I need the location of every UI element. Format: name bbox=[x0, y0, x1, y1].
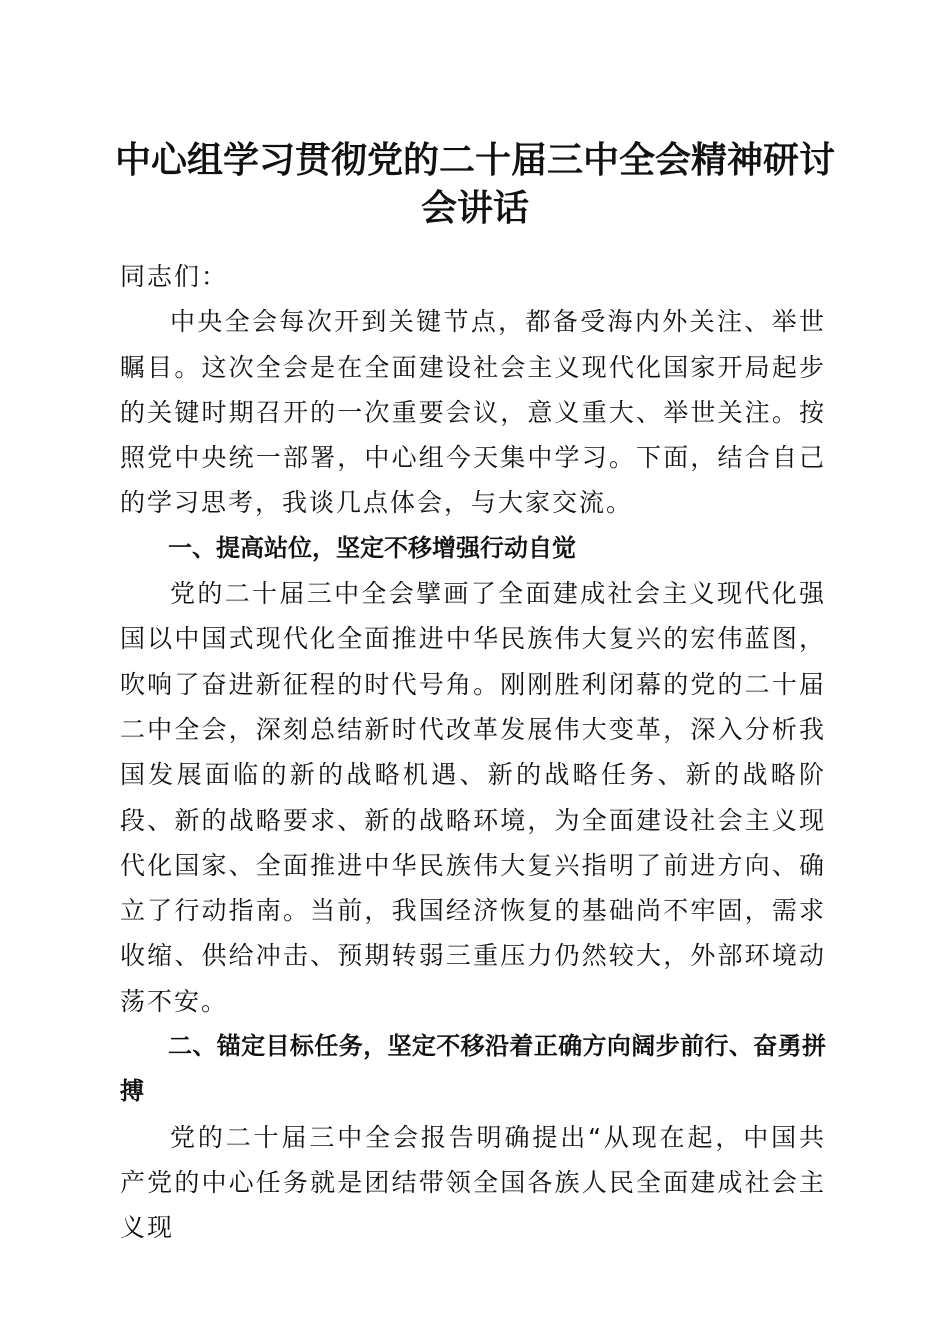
document-body bbox=[120, 254, 826, 1251]
section-heading-1: 一、提高站位，坚定不移增强行动自觉 bbox=[168, 533, 576, 562]
paragraph-intro: 中央全会每次开到关键节点，都备受海内外关注、举世瞩目。这次全会是在全面建设社会主义现代化国家开局起步的关键时期召开的一次重要会议，意义重大、举世关注。按照党中央统一部署，中心组今天集中学习。下面，结合自己的学习思考，我谈几点体会，与大家交流。 bbox=[120, 307, 826, 518]
section-heading-2: 二、锚定目标任务，坚定不移沿着正确方向阔步前行、奋勇拼搏 bbox=[120, 1032, 826, 1106]
paragraph-section-2: 党的二十届三中全会报告明确提出“从现在起，中国共产党的中心任务就是团结带领全国各族人民全面建成社会主义现 bbox=[120, 1122, 826, 1243]
paragraph-section-1: 党的二十届三中全会擘画了全面建成社会主义现代化强国以中国式现代化全面推进中华民族伟大复兴的宏伟蓝图，吹响了奋进新征程的时代号角。刚刚胜利闭幕的党的二十届二中全会，深刻总结新时代改革发展伟大变革，深入分析我国发展面临的新的战略机遇、新的战略任务、新的战略阶段、新的战略要求、新的战略环境，为全面建设社会主义现代化国家、全面推进中华民族伟大复兴指明了前进方向、确立了行动指南。当前，我国经济恢复的基础尚不牢固，需求收缩、供给冲击、预期转弱三重压力仍然较大，外部环境动荡不安。 bbox=[120, 579, 826, 1016]
salutation: 同志们： bbox=[120, 262, 229, 291]
page-title: 中心组学习贯彻党的二十届三中全会精神研讨会讲话 bbox=[114, 139, 835, 229]
